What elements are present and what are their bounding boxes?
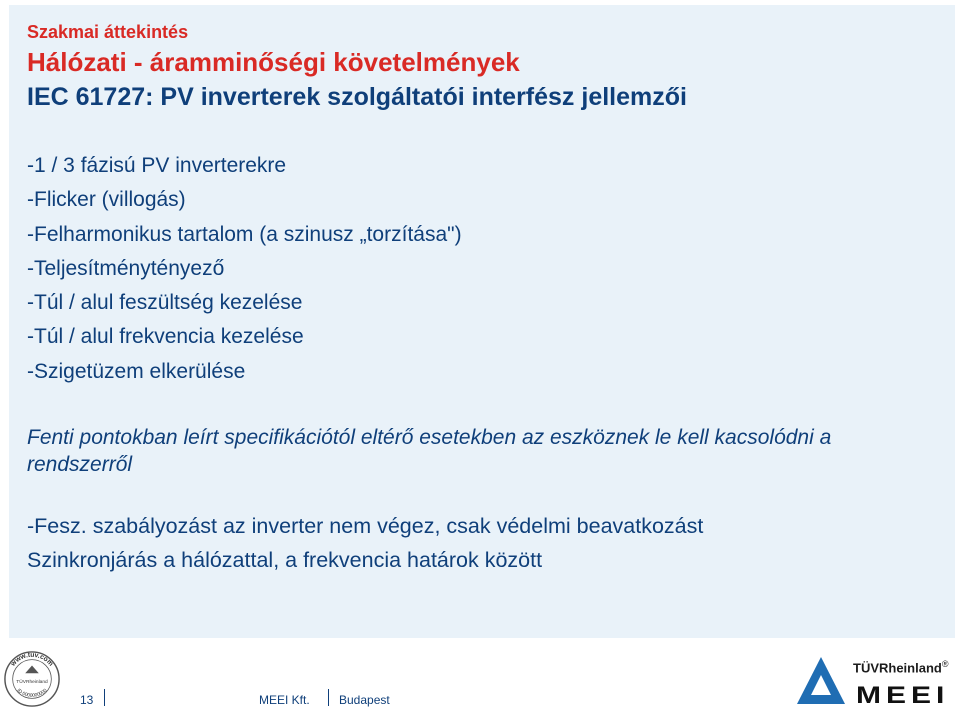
list-item: -Flicker (villogás): [27, 188, 186, 212]
synchronization-text: Szinkronjárás a hálózattal, a frekvencia határok között: [27, 548, 543, 572]
list-item: -Teljesítménytényező: [27, 256, 225, 280]
brand-name: TÜVRheinland: [853, 660, 942, 676]
footer-organization: MEEI Kft.: [259, 693, 310, 707]
seal-id: ID 0000000000: [15, 688, 49, 699]
slide-title: Hálózati - áramminőségi követelmények: [27, 47, 520, 77]
footer-city: Budapest: [339, 693, 390, 707]
list-item: -Felharmonikus tartalom (a szinusz „torzítása"): [27, 222, 462, 246]
list-item: -Túl / alul frekvencia kezelése: [27, 325, 304, 349]
page-number: 13: [80, 693, 94, 707]
footer-divider: [104, 689, 105, 706]
section-kicker: Szakmai áttekintés: [27, 22, 189, 42]
brand-meei: MEEI: [856, 682, 950, 709]
requirements-list: [27, 152, 462, 392]
seal-brand: TÜVRheinland: [16, 679, 48, 685]
voltage-regulation-text: -Fesz. szabályozást az inverter nem végez, csak védelmi beavatkozást: [27, 514, 704, 538]
footer-divider: [328, 689, 329, 706]
tuv-certification-seal-icon: [3, 650, 61, 708]
list-item: -Szigetüzem elkerülése: [27, 359, 246, 383]
list-item: -Túl / alul feszültség kezelése: [27, 291, 303, 315]
seal-url: www.tuv.com: [9, 651, 55, 668]
slide-subtitle: IEC 61727: PV inverterek szolgáltatói interfész jellemzői: [27, 83, 687, 111]
brand-tuv-rheinland: [853, 659, 948, 675]
list-item: -1 / 3 fázisú PV inverterekre: [27, 154, 287, 177]
disconnect-note: Fenti pontokban leírt specifikációtól eltérő esetekben az eszköznek le kell kacsolódni a rendszerről: [27, 426, 832, 476]
registered-mark: ®: [941, 659, 949, 669]
tuv-triangle-logo-icon: [795, 655, 847, 707]
